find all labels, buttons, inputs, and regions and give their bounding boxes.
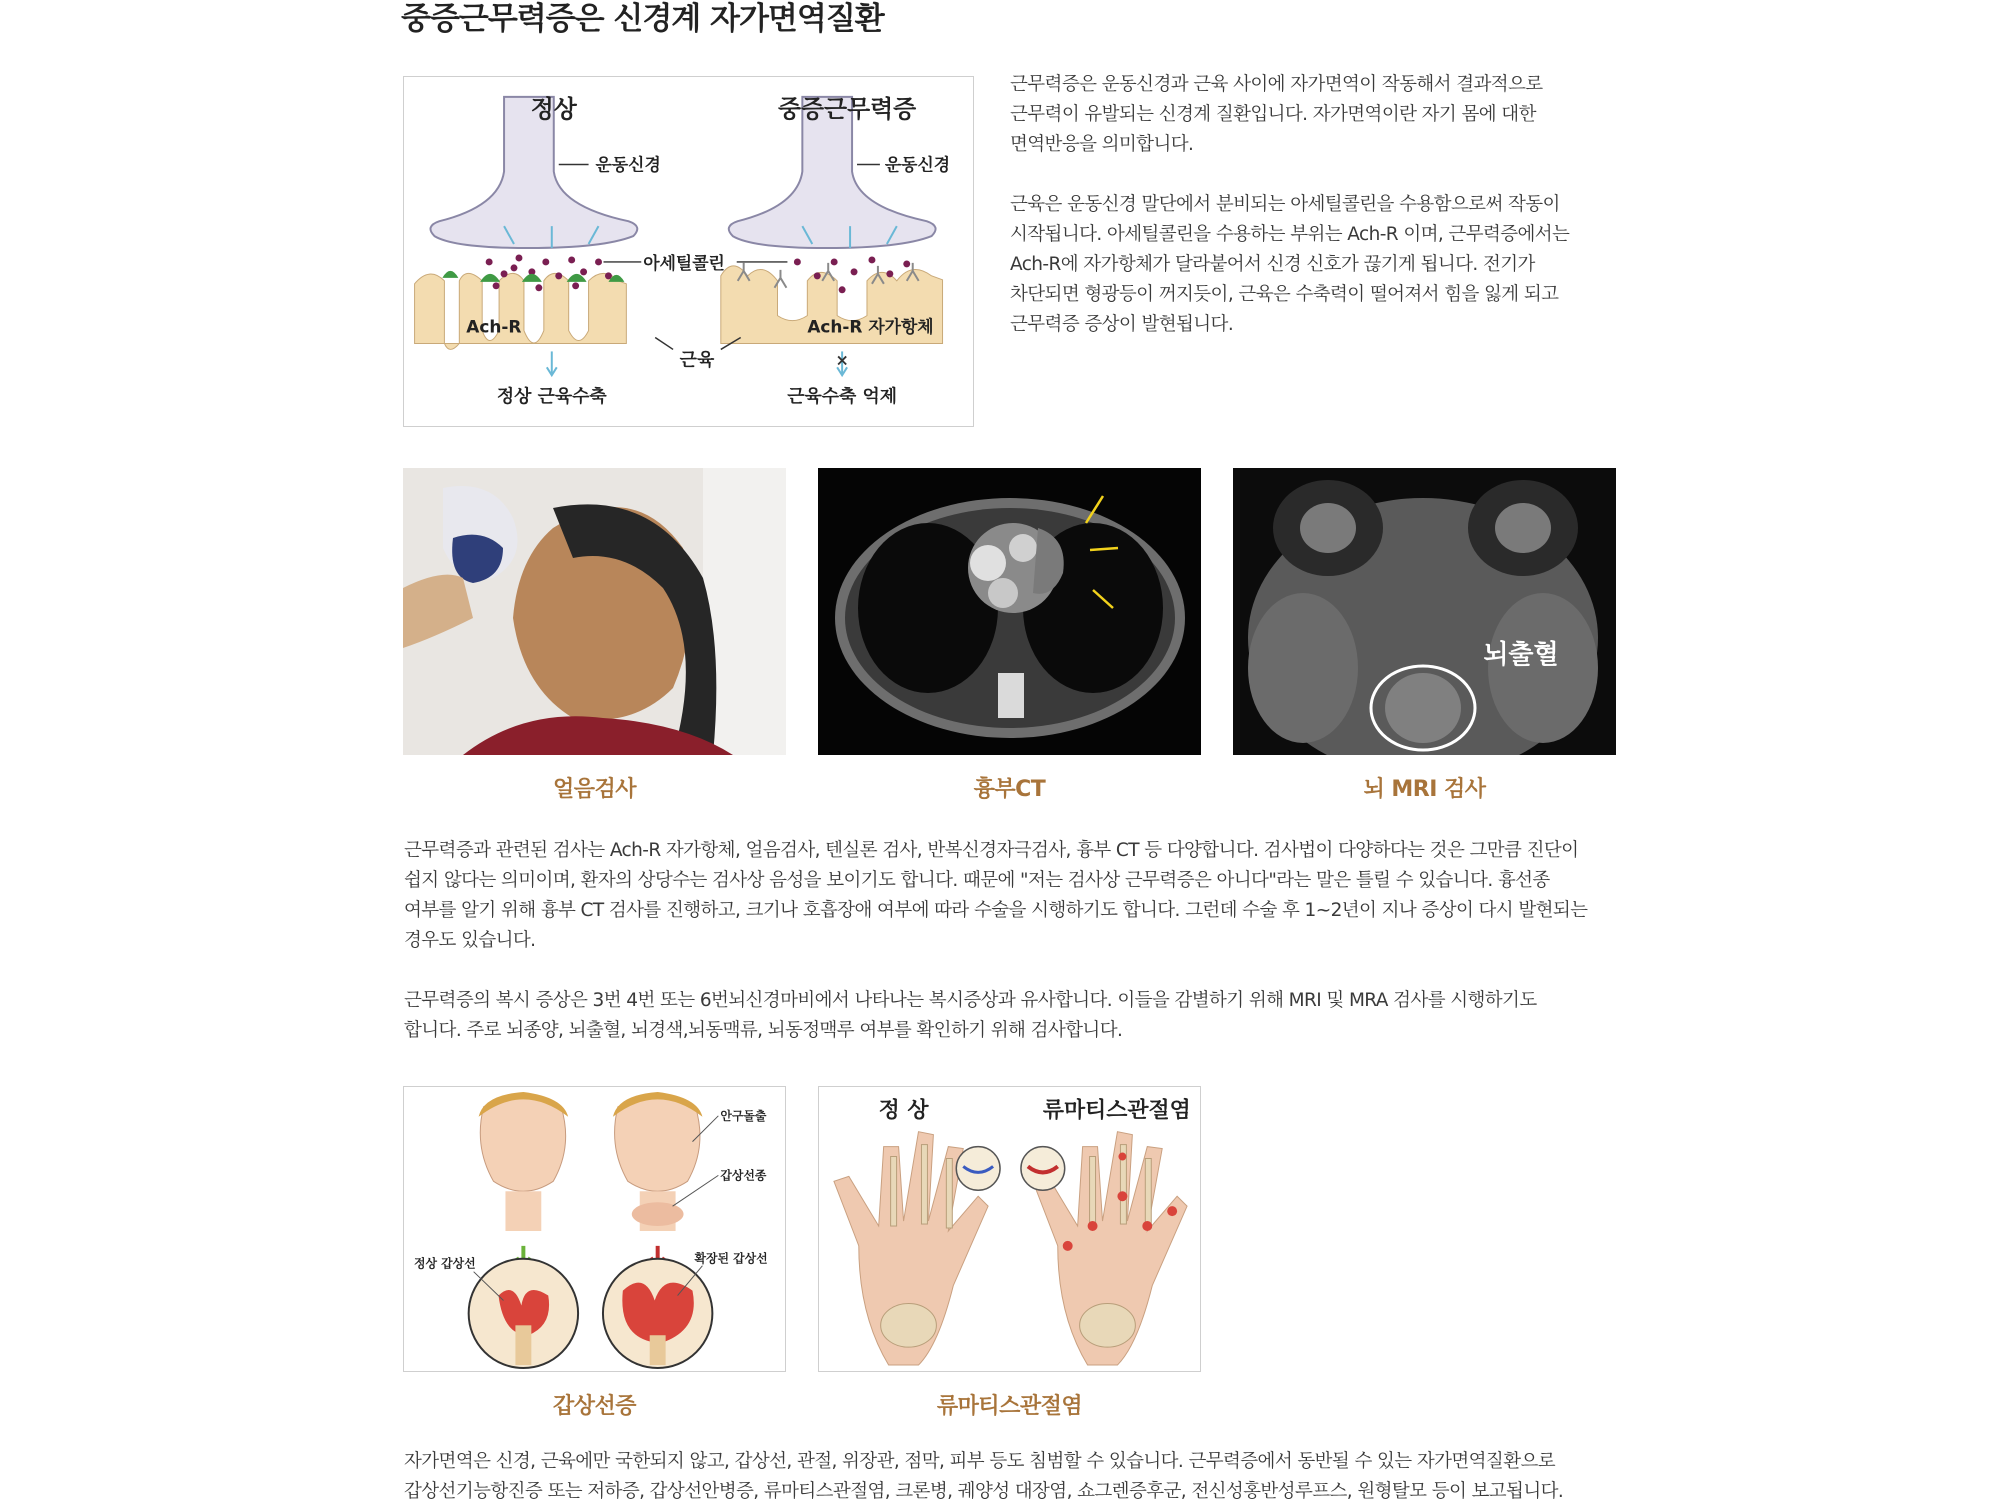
footer-paragraph — [404, 1447, 1624, 1507]
intro-p2-line: Ach-R에 자가항체가 달라붙어서 신경 신호가 끊기게 됩니다. 전기가 — [1010, 254, 1535, 275]
intro-paragraph-1 — [1010, 70, 1600, 160]
exophthalmos-label: 안구돌출 — [720, 1108, 767, 1123]
ra-normal-label: 정 상 — [878, 1097, 929, 1123]
ra-caption: 류마티스관절염 — [936, 1394, 1083, 1419]
blocked-mark: × — [835, 350, 849, 370]
nmj-diagram — [403, 76, 974, 427]
motor-nerve-label-mg: 운동신경 — [884, 154, 951, 175]
rheumatoid-arthritis-illustration — [818, 1086, 1201, 1372]
normal-thyroid-label: 정상 갑상선 — [413, 1256, 476, 1271]
exam-p1-line: 근무력증과 관련된 검사는 Ach-R 자가항체, 얼음검사, 텐실론 검사, 반복신경자극검사, 흉부 CT 등 다양합니다. 검사법이 다양하다는 것은 그만큼 진단이 — [404, 840, 1579, 861]
intro-p1-line: 면역반응을 의미합니다. — [1010, 134, 1194, 155]
face-normal — [480, 1097, 565, 1191]
chest-ct-caption: 흉부CT — [973, 777, 1046, 802]
face-goiter — [615, 1097, 700, 1191]
enlarged-thyroid-label: 확장된 갑상선 — [694, 1251, 768, 1266]
motor-nerve-label-normal: 운동신경 — [595, 154, 661, 175]
diagram-mg-title: 중증근무력증 — [777, 94, 917, 123]
muscle-normal — [415, 273, 627, 349]
goiter-label: 갑상선종 — [720, 1168, 767, 1183]
acetylcholine-label: 아세틸콜린 — [643, 252, 725, 273]
achr-label: Ach-R — [466, 316, 522, 337]
nmj-diagram-svg — [404, 77, 973, 426]
page-title: 중증근무력증은 신경계 자가면역질환 — [401, 1, 884, 37]
intro-p1-line: 근무력증은 운동신경과 근육 사이에 자가면역이 작동해서 결과적으로 — [1010, 74, 1543, 95]
intro-paragraph-2 — [1010, 190, 1600, 340]
exam-paragraph-1 — [404, 836, 1624, 956]
ra-disease-label: 류마티스관절염 — [1042, 1097, 1191, 1123]
brain-mri-image — [1233, 468, 1616, 755]
diagram-normal-title: 정상 — [530, 94, 577, 123]
muscle-label: 근육 — [679, 349, 715, 371]
ice-test-photo — [403, 468, 786, 755]
normal-result-label: 정상 근육수축 — [496, 386, 607, 408]
chest-ct-image — [818, 468, 1201, 755]
intro-p2-line: 차단되면 형광등이 꺼지듯이, 근육은 수축력이 떨어져서 힘을 잃게 되고 — [1010, 284, 1559, 305]
achr-antibody-label: Ach-R 자가항체 — [807, 316, 934, 337]
ice-test-caption: 얼음검사 — [552, 777, 636, 802]
intro-p1-line: 근무력이 유발되는 신경계 질환입니다. 자가면역이란 자기 몸에 대한 — [1010, 104, 1536, 125]
thyroid-illustration — [403, 1086, 786, 1372]
intro-p2-line: 근무력증 증상이 발현됩니다. — [1010, 314, 1234, 335]
exam-p1-line: 쉽지 않다는 의미이며, 환자의 상당수는 검사상 음성을 보이기도 합니다. 때문에 "저는 검사상 근무력증은 아니다"라는 말은 틀릴 수 있습니다. 흉선종 — [404, 870, 1550, 891]
footer-line: 갑상선기능항진증 또는 저하증, 갑상선안병증, 류마티스관절염, 크론병, 궤양성 대장염, 쇼그렌증후군, 전신성홍반성루프스, 원형탈모 등이 보고됩니다. — [404, 1481, 1564, 1502]
exam-p2-line: 합니다. 주로 뇌종양, 뇌출혈, 뇌경색,뇌동맥류, 뇌동정맥루 여부를 확인하기 위해 검사합니다. — [404, 1020, 1123, 1041]
intro-p2-line: 시작됩니다. 아세틸콜린을 수용하는 부위는 Ach-R 이며, 근무력증에서는 — [1010, 224, 1570, 245]
mri-hemorrhage-label: 뇌출혈 — [1483, 640, 1559, 670]
exam-p1-line: 여부를 알기 위해 흉부 CT 검사를 진행하고, 크기나 호흡장애 여부에 따라 수술을 시행하기도 합니다. 그런데 수술 후 1~2년이 지나 증상이 다시 발현되는 — [404, 900, 1588, 921]
thyroid-caption: 갑상선증 — [552, 1394, 636, 1419]
exam-p1-line: 경우도 있습니다. — [404, 930, 536, 951]
mg-result-label: 근육수축 억제 — [787, 386, 898, 408]
exam-paragraph-2 — [404, 986, 1624, 1046]
intro-p2-line: 근육은 운동신경 말단에서 분비되는 아세틸콜린을 수용함으로써 작동이 — [1010, 194, 1560, 215]
exam-p2-line: 근무력증의 복시 증상은 3번 4번 또는 6번뇌신경마비에서 나타나는 복시증상과 유사합니다. 이들을 감별하기 위해 MRI 및 MRA 검사를 시행하기도 — [404, 990, 1537, 1011]
footer-line: 자가면역은 신경, 근육에만 국한되지 않고, 갑상선, 관절, 위장관, 점막, 피부 등도 침범할 수 있습니다. 근무력증에서 동반될 수 있는 자가면역질환으로 — [404, 1451, 1556, 1472]
brain-mri-caption: 뇌 MRI 검사 — [1363, 777, 1486, 802]
